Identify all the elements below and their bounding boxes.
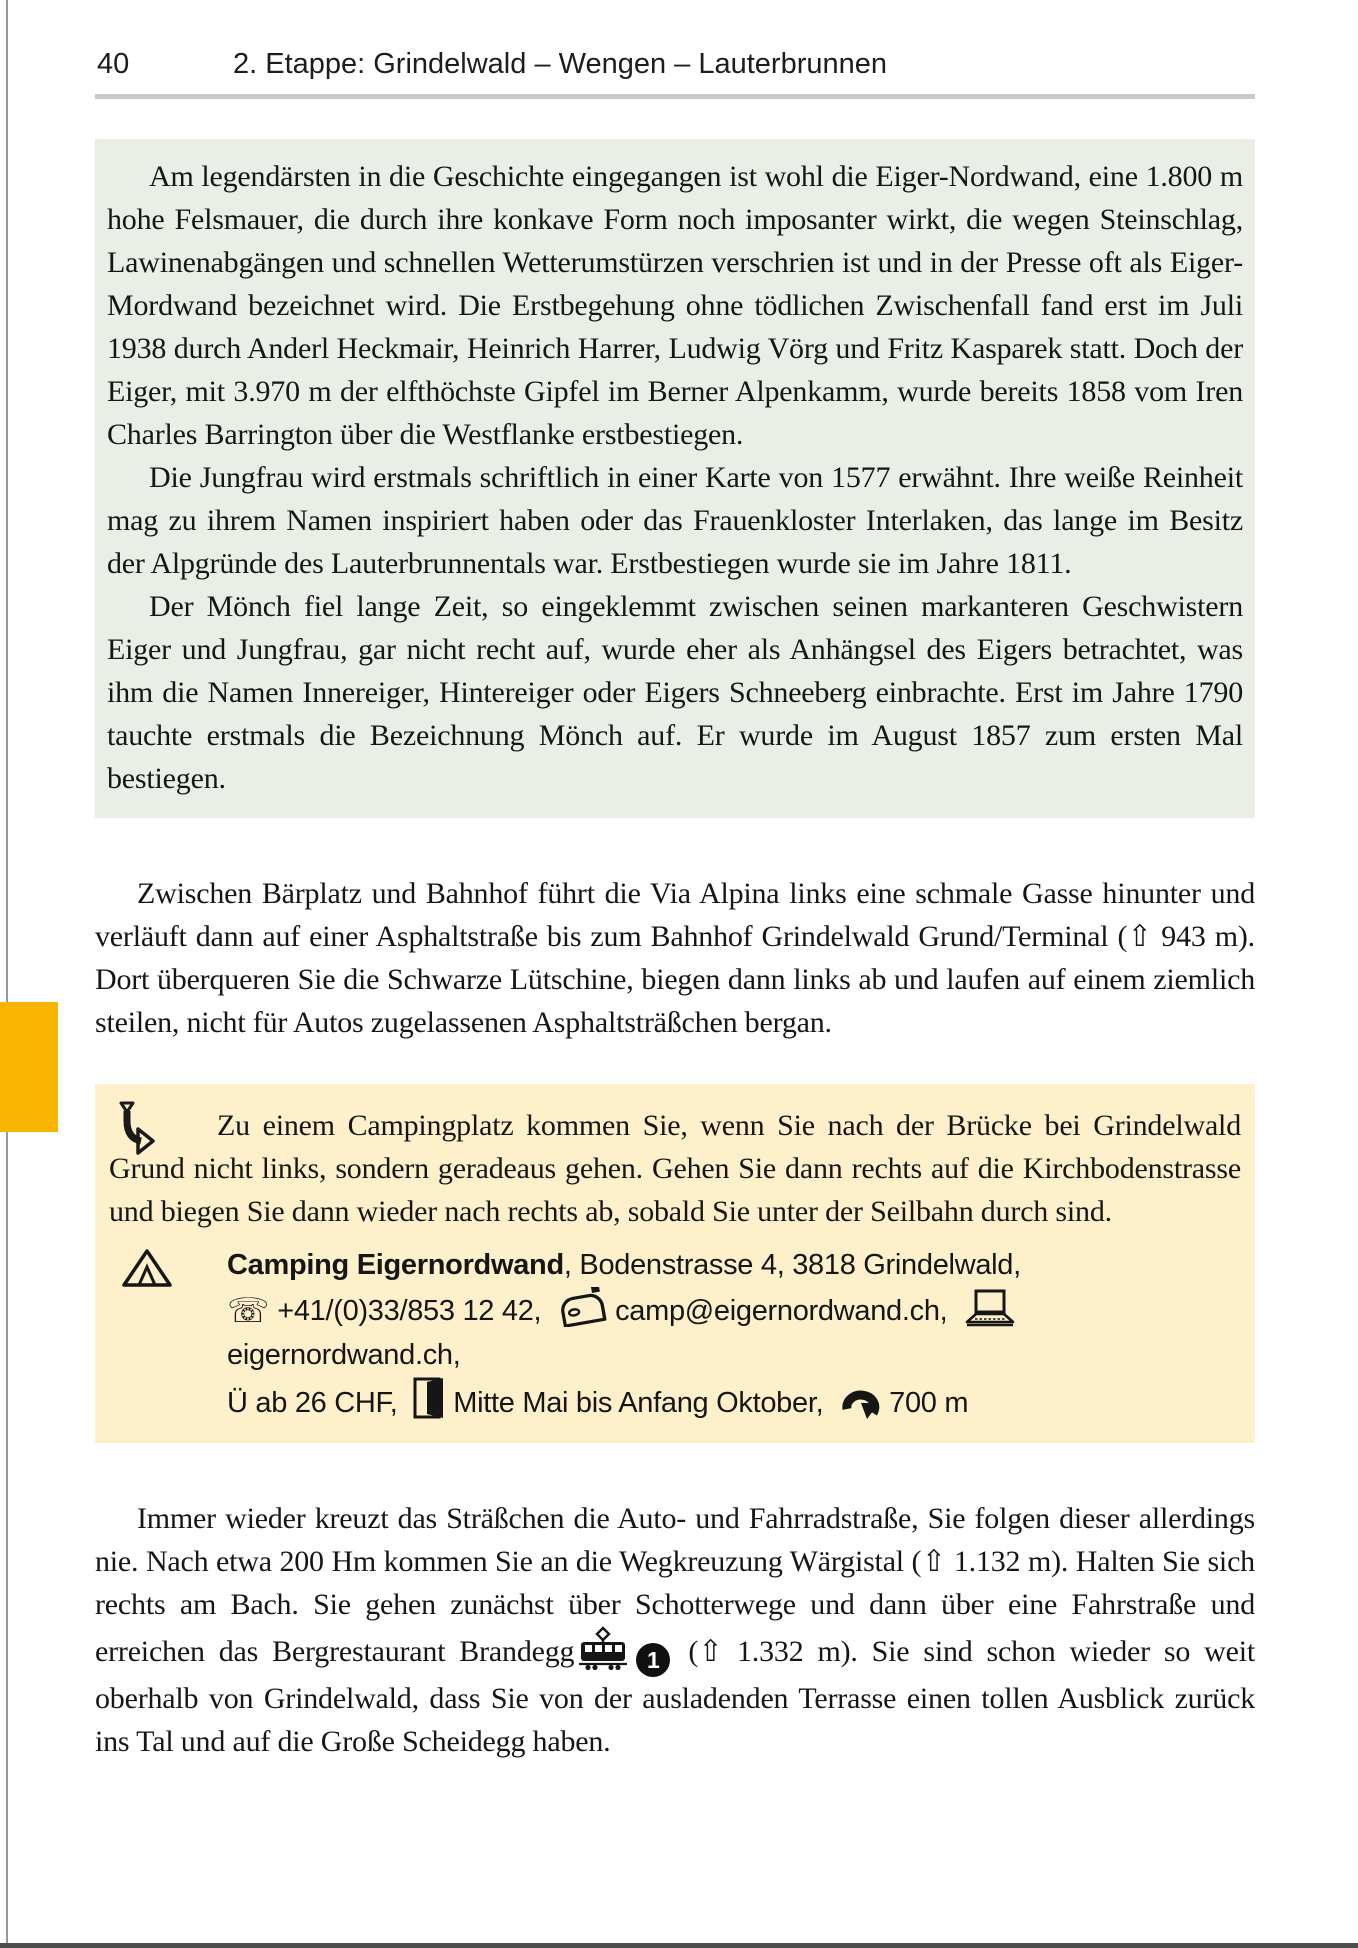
body-paragraph-2-text-b: (⇧ 1.332 m). Sie sind schon wieder so weit oberhalb von Grindelwald, dass Sie von der ausladenden Terrasse einen tollen Ausblick zurück ins Tal und auf die Große Scheidegg haben. [95, 1635, 1255, 1758]
camping-season: Mitte Mai bis Anfang Oktober, [453, 1387, 824, 1419]
camping-email: camp@eigernordwand.ch, [615, 1295, 948, 1327]
camping-address: , Bodenstrasse 4, 3818 Grindelwald, [563, 1249, 1021, 1281]
green-box-paragraph-3: Der Mönch fiel lange Zeit, so eingeklemmt zwischen seinen markanteren Geschwistern Eiger und Jungfrau, gar nicht recht auf, wurde eher als Anhängsel des Eigers betrachtet, was ihm die Namen Innereiger, Hintereiger oder Eigers Schneeberg einbrachte. Erst im Jahre 1790 tauchte erstmals die Bezeichnung Mönch auf. Er wurde im August 1857 zum ersten Mal bestiegen. [107, 590, 1243, 795]
route-marker-1: 1 [636, 1643, 670, 1677]
gold-margin-marker [0, 1002, 58, 1132]
tram-icon [578, 1626, 628, 1670]
camping-website: eigernordwand.ch, [227, 1339, 461, 1371]
page-edge-bottom [0, 1943, 1358, 1948]
branch-arrow-icon [113, 1100, 159, 1156]
camping-price: Ü ab 26 CHF, [227, 1387, 398, 1419]
green-box-paragraph-1: Am legendärsten in die Geschichte eingegangen ist wohl die Eiger-Nordwand, eine 1.800 m hohe Felsmauer, die durch ihre konkave Form noch imposanter wirkt, die wegen Steinschlag, Lawinenabgängen und schnellen Wetterumstürzen verschrien ist und in der Presse oft als Eiger-Mordwand bezeichnet wird. Die Erstbegehung ohne tödlichen Zwischenfall fand erst im Juli 1938 durch Anderl Heckmair, Heinrich Harrer, Ludwig Vörg und Fritz Kasparek statt. Doch der Eiger, mit 3.970 m der elfthöchste Gipfel im Berner Alpenkamm, wurde bereits 1858 vom Iren Charles Barrington über die Westflanke erstbestiegen. [107, 160, 1243, 451]
page-edge-left [6, 0, 8, 1944]
page-content [95, 46, 1255, 1763]
page-number: 40 [97, 48, 130, 80]
camping-line-3 [227, 1377, 1241, 1425]
green-info-box [95, 139, 1255, 818]
tip-paragraph: Zu einem Campingplatz kommen Sie, wenn Sie nach der Brücke bei Grindelwald Grund nicht links, sondern geradeaus gehen. Gehen Sie dann rechts auf die Kirchbodenstrasse und biegen Sie dann wieder nach rechts ab, sobald Sie unter der Seilbahn durch sind. [109, 1109, 1241, 1228]
body-paragraph-1: Zwischen Bärplatz und Bahnhof führt die Via Alpina links eine schmale Gasse hinunter und verläuft dann auf einer Asphaltstraße bis zum Bahnhof Grindelwald Grund/Terminal (⇧ 943 m). Dort überqueren Sie die Schwarze Lütschine, biegen dann links ab und laufen auf einem ziemlich steilen, nicht für Autos zugelassenen Asphaltsträßchen bergan. [95, 877, 1255, 1039]
tip-box [95, 1084, 1255, 1443]
camping-phone: +41/(0)33/853 12 42, [277, 1295, 542, 1327]
camping-distance: 700 m [889, 1387, 969, 1419]
laptop-icon [963, 1289, 1015, 1327]
tent-icon [119, 1247, 175, 1289]
camping-name: Camping Eigernordwand [227, 1249, 564, 1281]
door-icon [413, 1377, 445, 1419]
page-header [95, 46, 1255, 99]
camping-line-1 [227, 1243, 1241, 1287]
body-paragraph-2 [95, 1497, 1255, 1763]
camping-line-2 [227, 1287, 1241, 1377]
telephone-icon: ☏ [227, 1291, 270, 1331]
body-paragraph-2-text-a: Immer wieder kreuzt das Sträßchen die Auto- und Fahrradstraße, Sie folgen dieser allerdings nie. Nach etwa 200 Hm kommen Sie an die Wegkreuzung Wärgistal (⇧ 1.132 m). Halten Sie sich rechts am Bach. Sie gehen zunächst über Schotterwege und dann über eine Fahrstraße und erreichen das Bergrestaurant Brandegg [95, 1502, 1255, 1668]
green-box-paragraph-2: Die Jungfrau wird erstmals schriftlich in einer Karte von 1577 erwähnt. Ihre weiße Reinheit mag zu ihrem Namen inspiriert haben oder das Frauenkloster Interlaken, das lange im Besitz der Alpgründe des Lauterbrunnentals war. Erstbestiegen wurde sie im Jahre 1811. [107, 461, 1243, 580]
distance-arrow-icon [839, 1385, 881, 1419]
camping-entry [109, 1243, 1241, 1425]
page-title: 2. Etappe: Grindelwald – Wengen – Lauterbrunnen [232, 48, 888, 80]
mailbox-icon [557, 1287, 607, 1327]
